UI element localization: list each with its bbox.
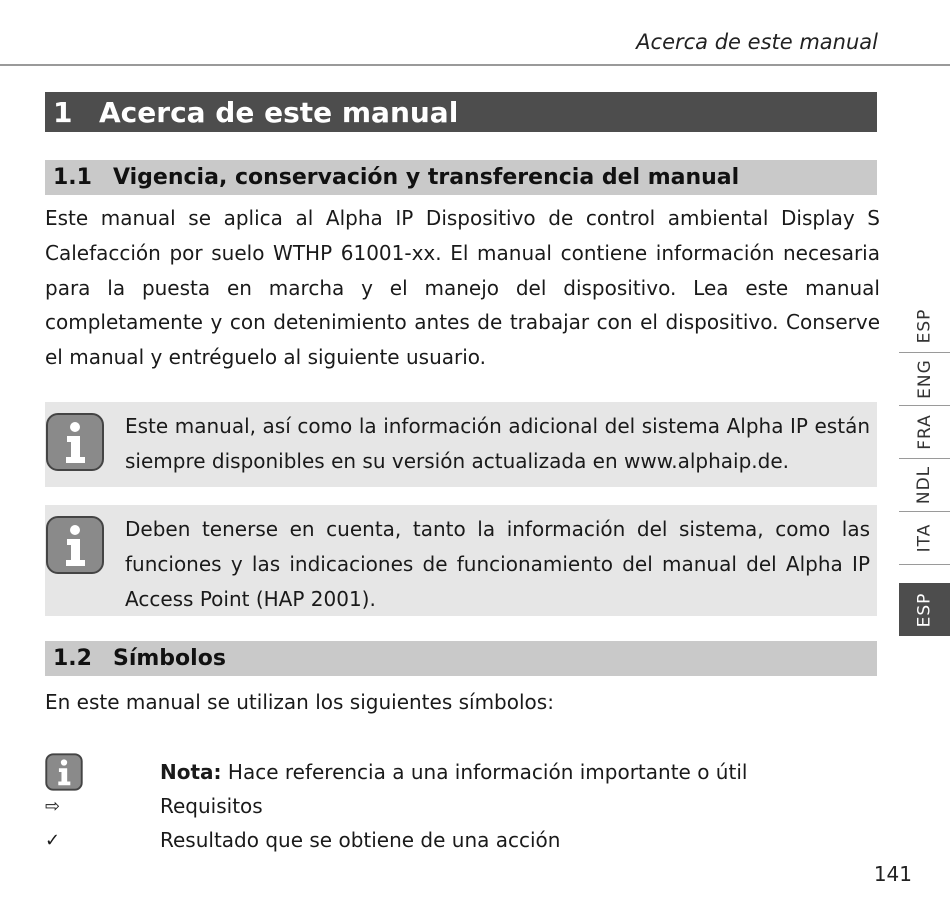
- note-text: Este manual, así como la información adicional del sistema Alpha IP están siempre disponibles en su versión actualizada en www.alphaip.de.: [125, 414, 870, 473]
- note-box: [45, 402, 877, 487]
- symbol-label-bold: Nota:: [160, 760, 222, 784]
- body-paragraph: Este manual se aplica al Alpha IP Dispositivo de control ambiental Display S Calefacción por suelo WTHP 61001-xx. El manual contiene información necesaria para la puesta en marcha y el manejo del dispositivo. Lea este manual completamente y con detenimiento antes de trabajar con el dispositivo. Conserve el manual y entréguelo al siguiente usuario.: [45, 206, 880, 370]
- tab-eng[interactable]: [899, 353, 950, 406]
- note-box: [45, 505, 877, 616]
- tab-ita[interactable]: [899, 512, 950, 565]
- section-title: Símbolos: [113, 646, 226, 671]
- tab-label: ESP: [914, 308, 935, 344]
- note-text: Deben tenerse en cuenta, tanto la información del sistema, como las funciones y las indicaciones de funcionamiento del manual del Alpha IP Access Point (HAP 2001).: [125, 517, 870, 611]
- section-title: Vigencia, conservación y transferencia del manual: [113, 165, 740, 190]
- tab-label: NDL: [914, 465, 935, 505]
- symbols-intro: En este manual se utilizan los siguientes símbolos:: [45, 690, 554, 714]
- running-head: Acerca de este manual: [636, 30, 878, 54]
- chapter-heading: [45, 92, 877, 132]
- header-rule: [0, 64, 950, 66]
- section-number: 1.2: [53, 646, 92, 671]
- tab-label: FRA: [914, 414, 935, 450]
- page-number: 141: [873, 862, 912, 886]
- tab-ndl[interactable]: [899, 459, 950, 512]
- section-number: 1.1: [53, 165, 92, 190]
- symbol-label: Resultado que se obtiene de una acción: [160, 828, 561, 852]
- info-icon: [45, 753, 160, 791]
- chapter-title: Acerca de este manual: [99, 95, 459, 129]
- tab-label: ESP: [914, 592, 935, 627]
- tab-label: ENG: [914, 359, 935, 399]
- section-heading-1-1: [45, 160, 877, 195]
- check-icon: ✓: [45, 829, 61, 851]
- tab-label: ITA: [914, 523, 935, 553]
- tab-fra[interactable]: [899, 406, 950, 459]
- arrow-right-icon: ⇨: [45, 795, 61, 817]
- section-heading-1-2: [45, 641, 877, 676]
- chapter-number: 1: [53, 95, 73, 129]
- tab-esp-active[interactable]: [899, 583, 950, 636]
- symbol-row-requirement: [45, 789, 263, 823]
- info-icon: [45, 412, 105, 472]
- info-icon: [45, 515, 105, 575]
- symbol-label: [160, 760, 747, 784]
- symbol-row-note: [45, 755, 747, 789]
- symbol-label-text: Hace referencia a una información importante o útil: [227, 760, 748, 784]
- symbol-label: Requisitos: [160, 794, 263, 818]
- symbol-row-result: [45, 823, 560, 857]
- tab-esp[interactable]: [899, 300, 950, 353]
